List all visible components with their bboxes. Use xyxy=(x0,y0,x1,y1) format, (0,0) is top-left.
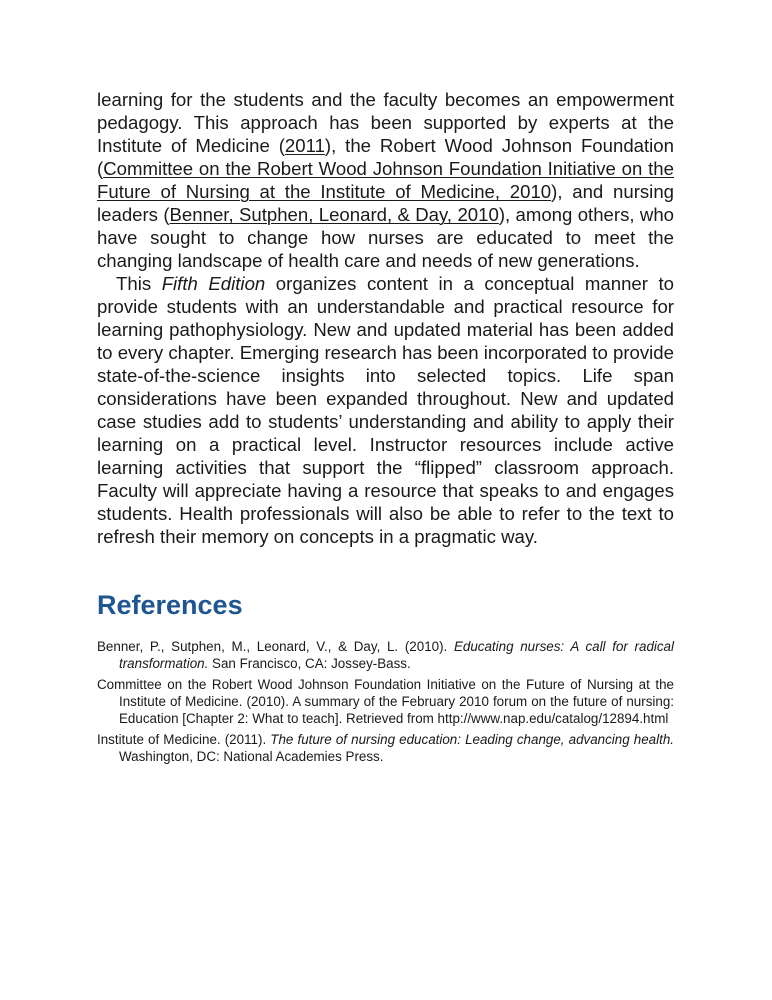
reference-text: Institute of Medicine. (2011). xyxy=(97,732,271,747)
citation-link-committee-2010[interactable]: Committee on the Robert Wood Johnson Foundation Initiative on the Future of Nursing at the Institute of Medicine, 2010 xyxy=(97,158,674,202)
paragraph-text: organizes content in a conceptual manner to provide students with an understandable and practical resource for learning pathophysiology. New and updated material has been added to every chapter. Emerging research has been incorporated to provide state-of-the-science insights into selected topics. Life span considerations have been expanded throughout. New and updated case studies add to students’ understanding and ability to apply their learning on a practical level. Instructor resources include active learning activities that support the “flipped” classroom approach. Faculty will appreciate having a resource that speaks to and engages students. Health professionals will also be able to refer to the text to refresh their memory on concepts in a pragmatic way. xyxy=(97,273,674,547)
reference-title: Educating nurses: A call for radical transformation. xyxy=(119,639,674,671)
reference-text: Benner, P., Sutphen, M., Leonard, V., & Day, L. (2010). xyxy=(97,639,454,654)
edition-emphasis: Fifth Edition xyxy=(161,273,266,294)
citation-link-benner-2010[interactable]: Benner, Sutphen, Leonard, & Day, 2010 xyxy=(169,204,499,225)
reference-text: Committee on the Robert Wood Johnson Foundation Initiative on the Future of Nursing at the Institute of Medicine. (2010). A summary of the February 2010 forum on the future of nursing: Education [Chapter 2: What to teach]. Retrieved from http://www.nap.edu/catalog/12894.html xyxy=(97,677,674,726)
reference-item-committee xyxy=(97,676,674,727)
paragraph-1 xyxy=(97,88,674,272)
paragraph-text: ), the Robert Wood Johnson Foundation ( xyxy=(97,135,674,179)
paragraph-text: ), and nursing leaders ( xyxy=(97,181,674,225)
reference-text: San Francisco, CA: Jossey-Bass. xyxy=(208,656,411,671)
reference-text: Washington, DC: National Academies Press. xyxy=(119,749,384,764)
paragraph-text: This xyxy=(116,273,162,294)
paragraph-text: ), among others, who have sought to change how nurses are educated to meet the changing landscape of health care and needs of new generations. xyxy=(97,204,675,271)
reference-item-iom xyxy=(97,731,674,765)
citation-link-iom-2011[interactable]: 2011 xyxy=(284,135,325,156)
paragraph-2 xyxy=(97,272,674,548)
paragraph-text: learning for the students and the faculty becomes an empowerment pedagogy. This approach has been supported by experts at the Institute of Medicine ( xyxy=(97,89,674,156)
references-heading: References xyxy=(97,590,243,620)
reference-title: The future of nursing education: Leading change, advancing health. xyxy=(270,732,674,747)
reference-item-benner xyxy=(97,638,674,672)
references-list xyxy=(97,638,674,769)
document-page xyxy=(97,88,675,764)
